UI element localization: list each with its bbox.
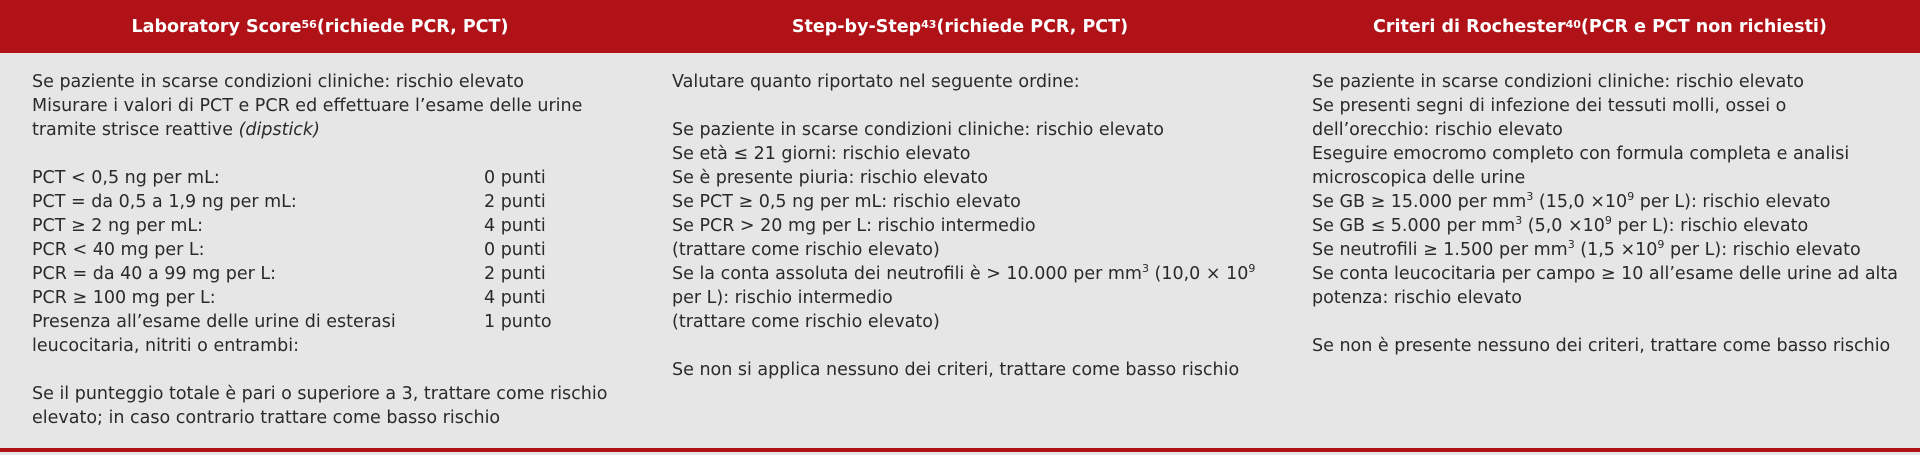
superscript: 9 xyxy=(1627,190,1635,204)
text-line: microscopica delle urine xyxy=(1312,168,1526,188)
score-criterion: PCR < 40 mg per L: xyxy=(32,240,205,260)
score-criterion: PCR ≥ 100 mg per L: xyxy=(32,288,216,308)
text-span: per L): rischio elevato xyxy=(1611,216,1809,236)
spacer xyxy=(672,334,1280,358)
score-row xyxy=(32,190,640,214)
superscript: 3 xyxy=(1141,262,1149,276)
header-text: (richiede PCR, PCT) xyxy=(936,16,1129,37)
score-points: 4 punti xyxy=(484,288,546,308)
text-line: Se conta leucocitaria per campo ≥ 10 all’esame delle urine ad alta xyxy=(1312,264,1898,284)
text-line: Se non è presente nessuno dei criteri, trattare come basso rischio xyxy=(1312,336,1891,356)
text-line: Se paziente in scarse condizioni cliniche: rischio elevato xyxy=(32,72,524,92)
text-span: (5,0 ×10 xyxy=(1522,216,1605,236)
reference-number: 40 xyxy=(1565,18,1581,31)
table-header xyxy=(0,0,1920,53)
spacer xyxy=(672,94,1280,118)
score-row xyxy=(32,238,640,262)
text-line xyxy=(1312,214,1920,238)
spacer xyxy=(1312,310,1920,334)
text-line: Se PCR > 20 mg per L: rischio intermedio xyxy=(672,216,1036,236)
text-line: Se età ≤ 21 giorni: rischio elevato xyxy=(672,144,971,164)
text-line: Eseguire emocromo completo con formula completa e analisi xyxy=(1312,144,1850,164)
text-line xyxy=(32,118,640,142)
text-line xyxy=(672,262,1280,286)
text-span: per L): rischio elevato xyxy=(1664,240,1861,260)
text-line: Se paziente in scarse condizioni cliniche: rischio elevato xyxy=(672,120,1164,140)
text-span: per L): rischio elevato xyxy=(1634,192,1831,212)
score-criterion: Presenza all’esame delle urine di esterasi xyxy=(32,312,396,332)
superscript: 3 xyxy=(1515,214,1523,228)
text-line: Misurare i valori di PCT e PCR ed effettuare l’esame delle urine xyxy=(32,96,583,116)
score-points: 4 punti xyxy=(484,216,546,236)
superscript: 9 xyxy=(1604,214,1612,228)
text-line: (trattare come rischio elevato) xyxy=(672,312,940,332)
text-line: (trattare come rischio elevato) xyxy=(672,240,940,260)
score-row xyxy=(32,310,640,334)
superscript: 3 xyxy=(1567,238,1575,252)
score-row xyxy=(32,286,640,310)
text-line: per L): rischio intermedio xyxy=(672,288,893,308)
text-line: Valutare quanto riportato nel seguente ordine: xyxy=(672,72,1080,92)
header-text: (richiede PCR, PCT) xyxy=(316,16,509,37)
score-row xyxy=(32,166,640,190)
text-line: elevato; in caso contrario trattare come basso rischio xyxy=(32,408,501,428)
text-line: Se il punteggio totale è pari o superiore a 3, trattare come rischio xyxy=(32,384,608,404)
spacer xyxy=(32,142,640,166)
text-line: Se è presente piuria: rischio elevato xyxy=(672,168,988,188)
superscript: 9 xyxy=(1657,238,1665,252)
text-line: Se paziente in scarse condizioni cliniche: rischio elevato xyxy=(1312,72,1804,92)
text-span: tramite strisce reattive xyxy=(32,120,239,140)
header-laboratory-score xyxy=(0,0,640,53)
header-step-by-step xyxy=(640,0,1280,53)
score-points: 1 punto xyxy=(484,312,552,332)
header-rochester-criteria xyxy=(1280,0,1920,53)
text-span: (1,5 ×10 xyxy=(1574,240,1658,260)
score-points: 0 punti xyxy=(484,168,546,188)
superscript: 9 xyxy=(1248,262,1256,276)
score-criterion: PCT = da 0,5 a 1,9 ng per mL: xyxy=(32,192,297,212)
score-row xyxy=(32,262,640,286)
score-points: 2 punti xyxy=(484,192,546,212)
text-line: potenza: rischio elevato xyxy=(1312,288,1522,308)
score-criterion: PCT < 0,5 ng per mL: xyxy=(32,168,220,188)
bottom-rule xyxy=(0,448,1920,452)
score-row xyxy=(32,334,640,358)
superscript: 3 xyxy=(1526,190,1534,204)
text-line: Se presenti segni di infezione dei tessuti molli, ossei o xyxy=(1312,96,1787,116)
text-line: dell’orecchio: rischio elevato xyxy=(1312,120,1563,140)
table-body xyxy=(0,53,1920,448)
step-by-step-column xyxy=(640,53,1280,448)
text-line: Se PCT ≥ 0,5 ng per mL: rischio elevato xyxy=(672,192,1021,212)
score-criterion: leucocitaria, nitriti o entrambi: xyxy=(32,336,300,356)
text-span: Se neutrofili ≥ 1.500 per mm xyxy=(1312,240,1568,260)
reference-number: 56 xyxy=(301,18,317,31)
text-span: Se GB ≤ 5.000 per mm xyxy=(1312,216,1516,236)
text-span: (15,0 ×10 xyxy=(1533,192,1628,212)
score-points: 2 punti xyxy=(484,264,546,284)
text-span: (10,0 × 10 xyxy=(1148,264,1249,284)
header-text: Criteri di Rochester xyxy=(1373,16,1566,37)
text-span: Se GB ≥ 15.000 per mm xyxy=(1312,192,1527,212)
text-line xyxy=(1312,238,1920,262)
header-text: (PCR e PCT non richiesti) xyxy=(1580,16,1827,37)
laboratory-score-column xyxy=(0,53,640,448)
header-text: Laboratory Score xyxy=(131,16,302,37)
spacer xyxy=(32,358,640,382)
text-line xyxy=(1312,190,1920,214)
score-points: 0 punti xyxy=(484,240,546,260)
dipstick-note: (dipstick) xyxy=(238,120,320,140)
text-line: Se non si applica nessuno dei criteri, trattare come basso rischio xyxy=(672,360,1240,380)
text-span: Se la conta assoluta dei neutrofili è > 10.000 per mm xyxy=(672,264,1142,284)
header-text: Step-by-Step xyxy=(791,16,922,37)
score-criterion: PCR = da 40 a 99 mg per L: xyxy=(32,264,277,284)
reference-number: 43 xyxy=(921,18,937,31)
score-criterion: PCT ≥ 2 ng per mL: xyxy=(32,216,204,236)
rochester-column xyxy=(1280,53,1920,448)
score-row xyxy=(32,214,640,238)
